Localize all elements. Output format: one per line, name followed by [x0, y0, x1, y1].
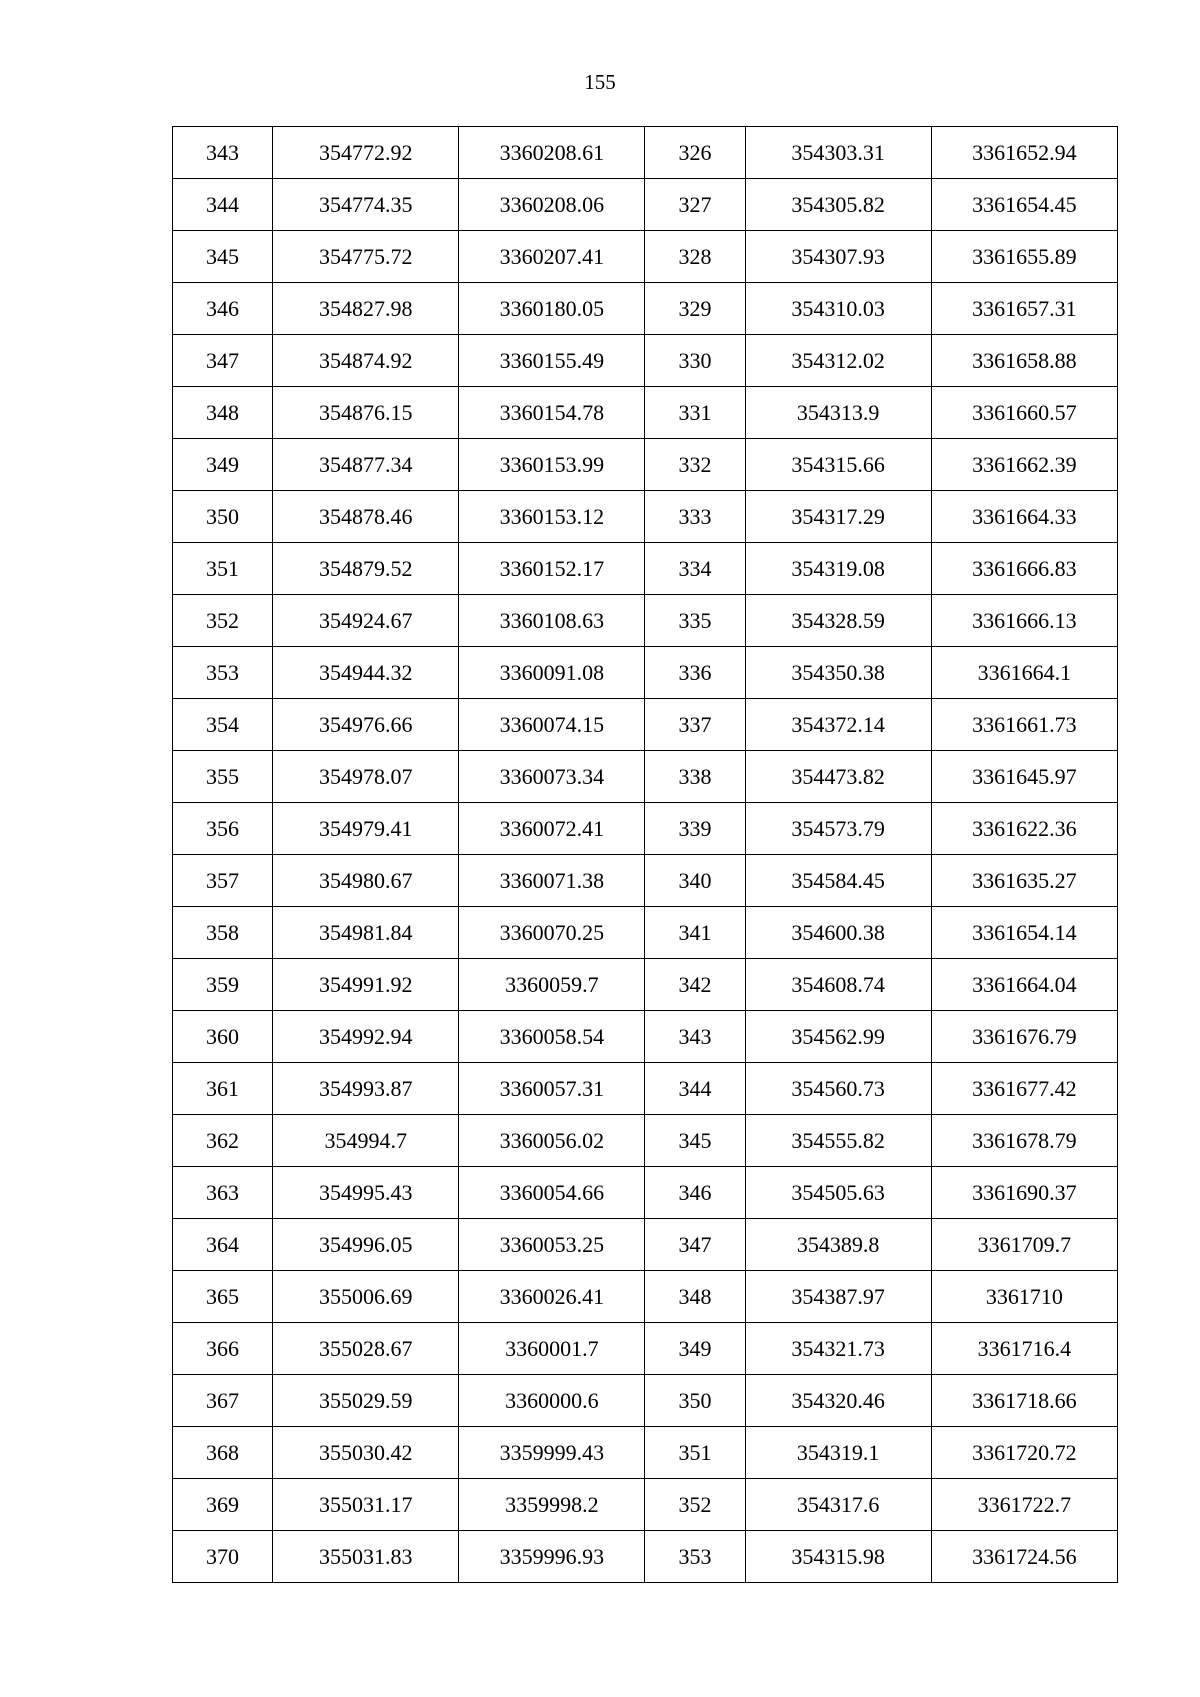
cell-y-coordinate: 3361652.94	[931, 127, 1117, 179]
table-row	[173, 1375, 1118, 1427]
cell-x-coordinate: 354317.29	[745, 491, 931, 543]
cell-point-number: 344	[173, 179, 273, 231]
cell-y-coordinate: 3360108.63	[459, 595, 645, 647]
cell-y-coordinate: 3361676.79	[931, 1011, 1117, 1063]
cell-x-coordinate: 354924.67	[273, 595, 459, 647]
cell-point-number: 348	[173, 387, 273, 439]
cell-x-coordinate: 354319.08	[745, 543, 931, 595]
coordinate-table	[172, 126, 1118, 1583]
cell-point-number: 358	[173, 907, 273, 959]
cell-y-coordinate: 3360072.41	[459, 803, 645, 855]
table-row	[173, 855, 1118, 907]
cell-x-coordinate: 354994.7	[273, 1115, 459, 1167]
cell-y-coordinate: 3360057.31	[459, 1063, 645, 1115]
table-row	[173, 803, 1118, 855]
cell-x-coordinate: 354313.9	[745, 387, 931, 439]
table-row	[173, 1219, 1118, 1271]
table-row	[173, 1531, 1118, 1583]
cell-point-number: 353	[645, 1531, 745, 1583]
cell-point-number: 357	[173, 855, 273, 907]
cell-point-number: 338	[645, 751, 745, 803]
cell-y-coordinate: 3361666.13	[931, 595, 1117, 647]
table-row	[173, 1063, 1118, 1115]
cell-point-number: 339	[645, 803, 745, 855]
cell-point-number: 327	[645, 179, 745, 231]
cell-x-coordinate: 354315.98	[745, 1531, 931, 1583]
cell-x-coordinate: 354772.92	[273, 127, 459, 179]
cell-y-coordinate: 3361690.37	[931, 1167, 1117, 1219]
table-row	[173, 1323, 1118, 1375]
cell-x-coordinate: 354387.97	[745, 1271, 931, 1323]
cell-y-coordinate: 3361718.66	[931, 1375, 1117, 1427]
cell-y-coordinate: 3361660.57	[931, 387, 1117, 439]
cell-x-coordinate: 355031.17	[273, 1479, 459, 1531]
cell-point-number: 343	[645, 1011, 745, 1063]
cell-y-coordinate: 3361664.04	[931, 959, 1117, 1011]
cell-y-coordinate: 3361677.42	[931, 1063, 1117, 1115]
cell-y-coordinate: 3360154.78	[459, 387, 645, 439]
cell-x-coordinate: 354981.84	[273, 907, 459, 959]
cell-y-coordinate: 3360059.7	[459, 959, 645, 1011]
table-row	[173, 751, 1118, 803]
cell-y-coordinate: 3359996.93	[459, 1531, 645, 1583]
cell-y-coordinate: 3360153.12	[459, 491, 645, 543]
cell-point-number: 355	[173, 751, 273, 803]
cell-x-coordinate: 354976.66	[273, 699, 459, 751]
table-row	[173, 127, 1118, 179]
cell-x-coordinate: 354315.66	[745, 439, 931, 491]
cell-point-number: 347	[173, 335, 273, 387]
cell-y-coordinate: 3359998.2	[459, 1479, 645, 1531]
cell-x-coordinate: 354312.02	[745, 335, 931, 387]
cell-x-coordinate: 354372.14	[745, 699, 931, 751]
cell-point-number: 328	[645, 231, 745, 283]
cell-point-number: 344	[645, 1063, 745, 1115]
cell-point-number: 368	[173, 1427, 273, 1479]
cell-x-coordinate: 354555.82	[745, 1115, 931, 1167]
cell-y-coordinate: 3361664.1	[931, 647, 1117, 699]
cell-x-coordinate: 355028.67	[273, 1323, 459, 1375]
cell-x-coordinate: 354874.92	[273, 335, 459, 387]
cell-y-coordinate: 3361722.7	[931, 1479, 1117, 1531]
cell-x-coordinate: 354317.6	[745, 1479, 931, 1531]
cell-x-coordinate: 355030.42	[273, 1427, 459, 1479]
cell-point-number: 349	[645, 1323, 745, 1375]
cell-x-coordinate: 354827.98	[273, 283, 459, 335]
cell-x-coordinate: 354305.82	[745, 179, 931, 231]
cell-y-coordinate: 3361662.39	[931, 439, 1117, 491]
cell-y-coordinate: 3361645.97	[931, 751, 1117, 803]
cell-point-number: 330	[645, 335, 745, 387]
table-row	[173, 1011, 1118, 1063]
cell-x-coordinate: 354608.74	[745, 959, 931, 1011]
cell-y-coordinate: 3361655.89	[931, 231, 1117, 283]
table-row	[173, 283, 1118, 335]
cell-point-number: 346	[645, 1167, 745, 1219]
cell-y-coordinate: 3360053.25	[459, 1219, 645, 1271]
table-row	[173, 699, 1118, 751]
cell-point-number: 353	[173, 647, 273, 699]
cell-point-number: 350	[645, 1375, 745, 1427]
cell-x-coordinate: 354991.92	[273, 959, 459, 1011]
cell-point-number: 366	[173, 1323, 273, 1375]
cell-x-coordinate: 354350.38	[745, 647, 931, 699]
cell-x-coordinate: 354980.67	[273, 855, 459, 907]
cell-point-number: 348	[645, 1271, 745, 1323]
cell-point-number: 343	[173, 127, 273, 179]
cell-x-coordinate: 354320.46	[745, 1375, 931, 1427]
cell-point-number: 360	[173, 1011, 273, 1063]
cell-x-coordinate: 354995.43	[273, 1167, 459, 1219]
cell-point-number: 362	[173, 1115, 273, 1167]
cell-y-coordinate: 3360056.02	[459, 1115, 645, 1167]
cell-point-number: 333	[645, 491, 745, 543]
cell-x-coordinate: 354876.15	[273, 387, 459, 439]
cell-x-coordinate: 354321.73	[745, 1323, 931, 1375]
cell-point-number: 350	[173, 491, 273, 543]
cell-point-number: 337	[645, 699, 745, 751]
cell-point-number: 352	[173, 595, 273, 647]
cell-x-coordinate: 355006.69	[273, 1271, 459, 1323]
cell-x-coordinate: 354879.52	[273, 543, 459, 595]
cell-y-coordinate: 3360152.17	[459, 543, 645, 595]
cell-point-number: 341	[645, 907, 745, 959]
cell-y-coordinate: 3360180.05	[459, 283, 645, 335]
cell-y-coordinate: 3360000.6	[459, 1375, 645, 1427]
cell-point-number: 329	[645, 283, 745, 335]
cell-x-coordinate: 354992.94	[273, 1011, 459, 1063]
cell-y-coordinate: 3361657.31	[931, 283, 1117, 335]
cell-y-coordinate: 3361635.27	[931, 855, 1117, 907]
cell-point-number: 364	[173, 1219, 273, 1271]
cell-y-coordinate: 3361716.4	[931, 1323, 1117, 1375]
cell-x-coordinate: 354944.32	[273, 647, 459, 699]
cell-x-coordinate: 354979.41	[273, 803, 459, 855]
cell-x-coordinate: 355031.83	[273, 1531, 459, 1583]
cell-x-coordinate: 354877.34	[273, 439, 459, 491]
cell-point-number: 332	[645, 439, 745, 491]
cell-x-coordinate: 354562.99	[745, 1011, 931, 1063]
cell-y-coordinate: 3360071.38	[459, 855, 645, 907]
cell-x-coordinate: 354303.31	[745, 127, 931, 179]
cell-x-coordinate: 354505.63	[745, 1167, 931, 1219]
table-row	[173, 1479, 1118, 1531]
cell-point-number: 356	[173, 803, 273, 855]
cell-x-coordinate: 354560.73	[745, 1063, 931, 1115]
cell-point-number: 367	[173, 1375, 273, 1427]
cell-y-coordinate: 3361666.83	[931, 543, 1117, 595]
cell-point-number: 365	[173, 1271, 273, 1323]
cell-y-coordinate: 3360001.7	[459, 1323, 645, 1375]
cell-y-coordinate: 3360208.61	[459, 127, 645, 179]
cell-y-coordinate: 3361654.14	[931, 907, 1117, 959]
cell-x-coordinate: 354307.93	[745, 231, 931, 283]
cell-point-number: 361	[173, 1063, 273, 1115]
table-row	[173, 647, 1118, 699]
coordinate-table-body	[173, 127, 1118, 1583]
cell-y-coordinate: 3361720.72	[931, 1427, 1117, 1479]
cell-point-number: 345	[645, 1115, 745, 1167]
table-row	[173, 1167, 1118, 1219]
cell-x-coordinate: 354389.8	[745, 1219, 931, 1271]
cell-x-coordinate: 354573.79	[745, 803, 931, 855]
cell-point-number: 351	[645, 1427, 745, 1479]
cell-y-coordinate: 3360155.49	[459, 335, 645, 387]
cell-x-coordinate: 354310.03	[745, 283, 931, 335]
cell-point-number: 342	[645, 959, 745, 1011]
table-row	[173, 179, 1118, 231]
cell-x-coordinate: 354600.38	[745, 907, 931, 959]
table-row	[173, 1115, 1118, 1167]
table-row	[173, 543, 1118, 595]
table-row	[173, 959, 1118, 1011]
cell-x-coordinate: 354319.1	[745, 1427, 931, 1479]
table-row	[173, 907, 1118, 959]
table-row	[173, 491, 1118, 543]
cell-point-number: 370	[173, 1531, 273, 1583]
cell-point-number: 351	[173, 543, 273, 595]
cell-y-coordinate: 3360054.66	[459, 1167, 645, 1219]
cell-point-number: 335	[645, 595, 745, 647]
cell-y-coordinate: 3360026.41	[459, 1271, 645, 1323]
cell-y-coordinate: 3361678.79	[931, 1115, 1117, 1167]
cell-point-number: 359	[173, 959, 273, 1011]
cell-point-number: 336	[645, 647, 745, 699]
cell-x-coordinate: 354993.87	[273, 1063, 459, 1115]
cell-x-coordinate: 354584.45	[745, 855, 931, 907]
cell-x-coordinate: 354774.35	[273, 179, 459, 231]
cell-y-coordinate: 3360058.54	[459, 1011, 645, 1063]
cell-point-number: 347	[645, 1219, 745, 1271]
cell-y-coordinate: 3360091.08	[459, 647, 645, 699]
cell-x-coordinate: 354473.82	[745, 751, 931, 803]
page-number: 155	[584, 70, 616, 94]
table-row	[173, 231, 1118, 283]
table-row	[173, 387, 1118, 439]
cell-point-number: 369	[173, 1479, 273, 1531]
cell-y-coordinate: 3360153.99	[459, 439, 645, 491]
cell-y-coordinate: 3361661.73	[931, 699, 1117, 751]
table-row	[173, 1427, 1118, 1479]
cell-y-coordinate: 3361710	[931, 1271, 1117, 1323]
cell-point-number: 352	[645, 1479, 745, 1531]
cell-x-coordinate: 354996.05	[273, 1219, 459, 1271]
cell-point-number: 354	[173, 699, 273, 751]
cell-y-coordinate: 3361654.45	[931, 179, 1117, 231]
cell-x-coordinate: 354878.46	[273, 491, 459, 543]
cell-point-number: 363	[173, 1167, 273, 1219]
cell-y-coordinate: 3360208.06	[459, 179, 645, 231]
cell-y-coordinate: 3360070.25	[459, 907, 645, 959]
cell-x-coordinate: 354978.07	[273, 751, 459, 803]
cell-y-coordinate: 3361664.33	[931, 491, 1117, 543]
cell-point-number: 346	[173, 283, 273, 335]
table-row	[173, 1271, 1118, 1323]
cell-point-number: 340	[645, 855, 745, 907]
cell-point-number: 326	[645, 127, 745, 179]
table-row	[173, 335, 1118, 387]
cell-y-coordinate: 3360073.34	[459, 751, 645, 803]
cell-point-number: 345	[173, 231, 273, 283]
cell-x-coordinate: 354775.72	[273, 231, 459, 283]
cell-y-coordinate: 3359999.43	[459, 1427, 645, 1479]
table-row	[173, 439, 1118, 491]
cell-point-number: 334	[645, 543, 745, 595]
cell-point-number: 349	[173, 439, 273, 491]
cell-point-number: 331	[645, 387, 745, 439]
cell-y-coordinate: 3360207.41	[459, 231, 645, 283]
cell-y-coordinate: 3361622.36	[931, 803, 1117, 855]
cell-y-coordinate: 3361658.88	[931, 335, 1117, 387]
cell-x-coordinate: 354328.59	[745, 595, 931, 647]
cell-y-coordinate: 3360074.15	[459, 699, 645, 751]
cell-y-coordinate: 3361709.7	[931, 1219, 1117, 1271]
cell-x-coordinate: 355029.59	[273, 1375, 459, 1427]
cell-y-coordinate: 3361724.56	[931, 1531, 1117, 1583]
table-row	[173, 595, 1118, 647]
